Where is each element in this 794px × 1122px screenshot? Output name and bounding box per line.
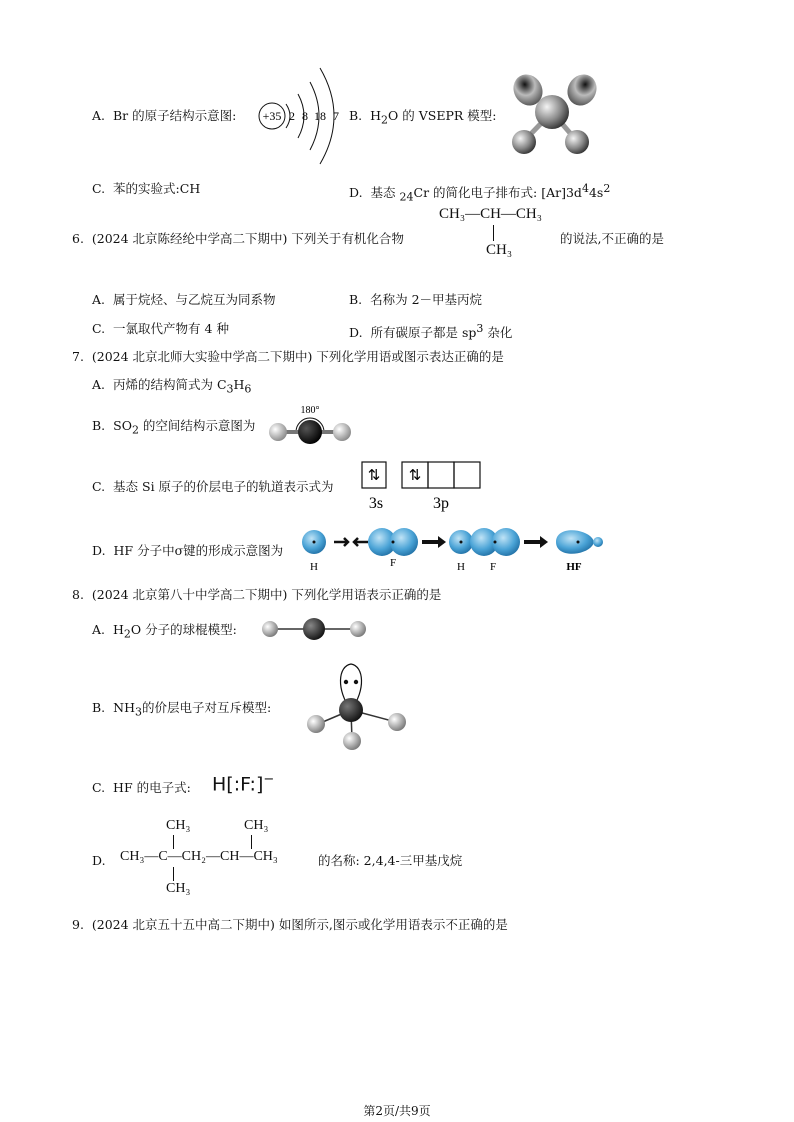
nucleus-charge: +35 bbox=[262, 109, 282, 123]
q8-option-c: C. HF 的电子式: bbox=[92, 780, 191, 795]
nh3-vsepr-model bbox=[300, 660, 412, 754]
formula-branch: CH₃ bbox=[486, 242, 513, 258]
bond-angle-label: 180° bbox=[300, 405, 320, 416]
q5-option-a: A. Br 的原子结构示意图: bbox=[92, 108, 237, 123]
q7-stem: 7. (2024 北京北师大实验中学高二下期中) 下列化学用语或图示表达正确的是 bbox=[72, 349, 504, 364]
q6-stem: 6. (2024 北京陈经纶中学高二下期中) 下列关于有机化合物 bbox=[72, 231, 404, 246]
p-orbital-label: 3p bbox=[433, 495, 449, 512]
shell-2: 8 bbox=[302, 109, 308, 123]
q5-option-d: D. 基态 $_{24}$Cr 的简化电子排布式: $[Ar]3d^44s^2$ bbox=[349, 182, 611, 204]
so2-structure-diagram bbox=[266, 402, 356, 444]
q8-option-d-label: D. bbox=[92, 853, 106, 868]
label-hf: HF bbox=[566, 561, 582, 573]
q7-option-d: D. HF 分子中σ键的形成示意图为 bbox=[92, 543, 284, 558]
formula-bond-vertical bbox=[493, 225, 494, 241]
page-footer: 第2页/共9页 bbox=[363, 1104, 431, 1118]
q7-option-a: A. 丙烯的结构简式为 $C_3H_6$ bbox=[92, 377, 252, 396]
q6-option-a: A. 属于烷烃、与乙烷互为同系物 bbox=[92, 292, 276, 307]
s-orbital-electrons: ⇅ bbox=[367, 468, 381, 484]
si-orbital-diagram bbox=[360, 460, 486, 514]
hf-electron-formula: H[:F:]− bbox=[212, 772, 275, 796]
bond-up-2 bbox=[251, 835, 252, 849]
q5-option-c: C. 苯的实验式:CH bbox=[92, 181, 201, 196]
q6-stem-tail: 的说法,不正确的是 bbox=[560, 231, 664, 246]
bond-up-1 bbox=[173, 835, 174, 849]
label-h-1: H bbox=[310, 561, 318, 573]
shell-1: 2 bbox=[289, 109, 295, 123]
q6-isobutane-formula bbox=[439, 206, 565, 262]
q8-option-d-text: 的名称: 2,4,4-三甲基戊烷 bbox=[318, 853, 463, 868]
q5-option-b: B. $H_2O$ 的 VSEPR 模型: bbox=[349, 108, 497, 127]
shell-4: 7 bbox=[333, 109, 339, 123]
q8-option-b: B. $NH_3$的价层电子对互斥模型: bbox=[92, 700, 272, 719]
formula-main-chain: CH₃—CH—CH₃ bbox=[439, 206, 542, 222]
q8-stem: 8. (2024 北京第八十中学高二下期中) 下列化学用语表示正确的是 bbox=[72, 587, 442, 602]
q6-option-d: D. 所有碳原子都是 $sp^3$ 杂化 bbox=[349, 322, 513, 341]
h2o-vsepr-model bbox=[500, 70, 610, 160]
s-orbital-label: 3s bbox=[368, 495, 384, 512]
ch3-top-2: CH₃ bbox=[244, 818, 269, 833]
q7-option-b: B. $SO_2$ 的空间结构示意图为 bbox=[92, 418, 256, 437]
q9-stem: 9. (2024 北京五十五中高二下期中) 如图所示,图示或化学用语表示不正确的是 bbox=[72, 917, 508, 932]
q8-trimethylpentane-formula bbox=[120, 818, 320, 898]
q6-option-b: B. 名称为 2－甲基丙烷 bbox=[349, 292, 483, 307]
ch3-top-1: CH₃ bbox=[166, 818, 191, 833]
ch3-bottom: CH₃ bbox=[166, 881, 191, 896]
bond-down bbox=[173, 867, 174, 881]
hf-sigma-bond-diagram bbox=[298, 524, 608, 574]
p-orbital-electrons: ⇅ bbox=[408, 468, 422, 484]
shell-3: 18 bbox=[314, 109, 326, 123]
label-h-2: H bbox=[457, 561, 465, 573]
q7-option-c: C. 基态 Si 原子的价层电子的轨道表示式为 bbox=[92, 479, 334, 494]
br-atom-structure-diagram bbox=[256, 60, 344, 172]
label-f-2: F bbox=[489, 561, 497, 573]
h2o-ball-stick-model bbox=[258, 614, 370, 644]
label-f-1: F bbox=[389, 557, 397, 569]
q6-option-c: C. 一氯取代产物有 4 种 bbox=[92, 321, 229, 336]
q8-option-a: A. $H_2O$ 分子的球棍模型: bbox=[92, 622, 237, 641]
main-chain: CH₃—C—CH₂—CH—CH₃ bbox=[120, 849, 278, 864]
